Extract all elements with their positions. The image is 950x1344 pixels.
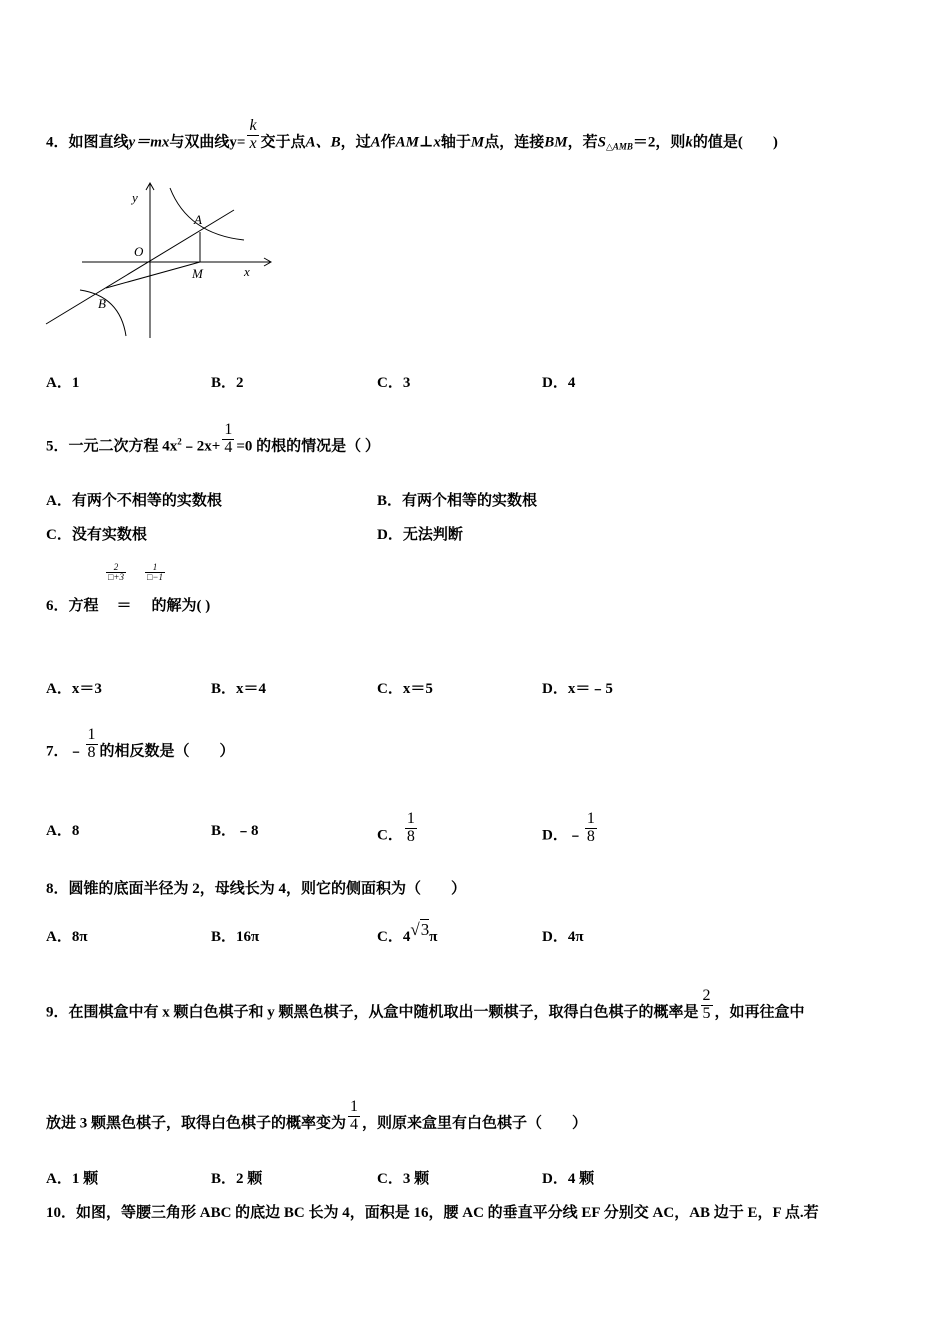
q4-option-b[interactable]: B．2 [211,375,244,391]
label-y: y [132,190,138,205]
q4-option-d[interactable]: D．4 [542,375,576,391]
q8-option-d[interactable]: D．4π [542,929,584,945]
q6-option-c[interactable]: C．x＝5 [377,681,433,697]
question-10-stem: 10．如图，等腰三角形 ABC 的底边 BC 长为 4，面积是 16，腰 AC 的垂直平分线 EF 分别交 AC，AB 边于 E，F 点.若 [46,1205,819,1221]
label-a: A [194,212,202,227]
segment-bm [106,262,200,288]
label-m: M [192,266,203,281]
question-number: 9． [46,1004,69,1021]
line-y-mx [46,210,234,324]
q7-option-b[interactable]: B．﹣8 [211,823,259,839]
fraction-1-over-4: $\frac{1}{4}$ [350,1098,359,1133]
q4-option-a[interactable]: A．1 [46,375,80,391]
hyperbola-branch-upper [170,188,244,240]
q5-option-c[interactable]: C．没有实数根 [46,527,147,543]
question-9-stem-line2: 放进 3 颗黑色棋子，取得白色棋子的概率变为 $\frac{1}{4}$ ，则原来盒里有白色棋子（ ） [46,1098,588,1133]
question-8-stem: 8．圆锥的底面半径为 2，母线长为 4，则它的侧面积为（ ） [46,881,467,897]
label-b: B [98,296,106,311]
q7-option-d[interactable]: D．﹣ $\frac{1}{8}$ [542,810,595,845]
question-number: 6． [46,598,69,614]
q5-option-d[interactable]: D．无法判断 [377,527,463,543]
q8-option-b[interactable]: B．16π [211,929,260,945]
fraction-2-over-5: $\frac{2}{5}$ [702,987,711,1022]
q5-option-a[interactable]: A．有两个不相等的实数根 [46,493,222,509]
fraction-1-over-4: $\frac{1}{4}$ [224,421,233,456]
q9-option-a[interactable]: A．1 颗 [46,1171,99,1187]
q7-option-a[interactable]: A．8 [46,823,80,839]
q8-option-a[interactable]: A．8π [46,929,88,945]
q7-option-c[interactable]: C． $\frac{1}{8}$ [377,810,415,845]
q6-fraction-right: $\frac{1}{□-1}$ [147,562,164,583]
hyperbola-figure [40,176,280,346]
question-number: 4． [46,134,69,151]
q6-fraction-left: $\frac{2}{□+3}$ [108,562,125,583]
question-6-stem: 6．方程 ＝ 的解为( ) [46,598,211,614]
question-5-stem: 5．一元二次方程 $4x^2﹣2x+$ $\frac{1}{4}$ =0 的根的情况是（ ） [46,421,380,456]
q6-option-a[interactable]: A．x＝3 [46,681,102,697]
question-number: 8． [46,881,69,897]
q6-option-b[interactable]: B．x＝4 [211,681,267,697]
q9-option-b[interactable]: B．2 颗 [211,1171,263,1187]
question-7-stem: 7．﹣ $\frac{1}{8}$ 的相反数是（ ） [46,726,235,761]
question-9-stem-line1: 9．在围棋盒中有 x 颗白色棋子和 y 颗黑色棋子，从盒中随机取出一颗棋子，取得白色棋子的概率是 $\frac{2}{5}$ ，如再往盒中 [46,987,805,1022]
question-number: 7． [46,743,69,760]
q9-option-c[interactable]: C．3 颗 [377,1171,430,1187]
q9-option-d[interactable]: D．4 颗 [542,1171,595,1187]
q8-option-c[interactable]: C．4√3π [377,920,438,945]
question-number: 5． [46,438,69,455]
q6-option-d[interactable]: D．x＝﹣5 [542,681,613,697]
label-x: x [244,264,250,279]
sqrt-3: √3 [410,920,430,939]
q5-option-b[interactable]: B．有两个相等的实数根 [377,493,538,509]
fraction-k-over-x: $\frac{k}{x}$ [249,117,257,152]
question-4-stem: 4．如图直线y＝mx与双曲线y= $\frac{k}{x}$ 交于点A、B，过A作AM⊥x轴于M点，连接BM，若$S_{\triangle AMB}=2$，则k的值是( ) [46,117,778,152]
fraction-1-over-8: $\frac{1}{8}$ [87,726,96,761]
q4-option-c[interactable]: C．3 [377,375,411,391]
label-o: O [134,244,144,259]
